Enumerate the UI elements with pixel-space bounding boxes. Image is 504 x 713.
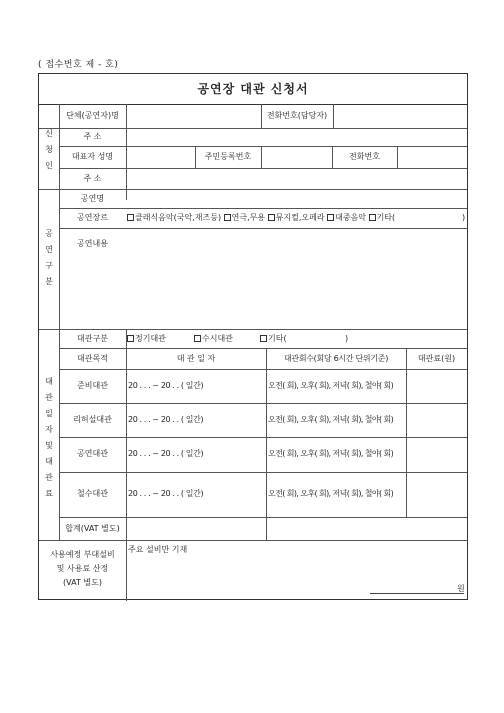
section-label-applicant: 신 청 인: [45, 129, 53, 170]
genre-label: 공연장르: [77, 213, 108, 222]
line: [266, 348, 267, 540]
phone-label: 전화번호: [349, 152, 380, 161]
line: [406, 348, 407, 517]
rental-row-label: 준비대관: [77, 381, 108, 390]
line: [126, 329, 127, 601]
line: [59, 146, 467, 147]
rental-type-option[interactable]: 수시대관: [194, 335, 233, 343]
rental-fee-header: 대관료(원): [417, 354, 456, 363]
section-label-rental: 대 관 일 자 및 대 관 료: [45, 377, 53, 498]
rental-date-header: 대 관 일 자: [176, 354, 216, 363]
rental-row-count[interactable]: 오전( 회), 오후( 회), 저녁( 회), 철야( 회): [268, 449, 394, 458]
line: [39, 329, 467, 330]
equipment-note: 주요 설비만 기재: [128, 545, 188, 554]
rental-type-option[interactable]: 정기대관: [127, 335, 166, 343]
rental-purpose-label: 대관목적: [77, 354, 108, 363]
line: [126, 104, 127, 200]
section-label-performance: 공 연 구 분: [45, 229, 53, 286]
performance-name-label: 공연명: [80, 194, 105, 203]
receipt-number: ( 접수번호 제 - 호): [38, 60, 119, 70]
genre-checkbox[interactable]: 뮤지컬,오페라: [268, 213, 325, 222]
line: [39, 189, 467, 190]
currency-unit: 원: [457, 584, 465, 593]
rental-row-count[interactable]: 오전( 회), 오후( 회), 저녁( 회), 철야( 회): [268, 381, 394, 390]
contact-phone-label: 전화번호(담당자): [266, 111, 328, 120]
rental-row-date[interactable]: 20 . . . ~ 20 . . ( 일간): [128, 381, 204, 390]
line: [59, 228, 467, 229]
address-label: 주 소: [83, 132, 102, 141]
rental-row-date[interactable]: 20 . . . ~ 20 . . ( 일간): [128, 489, 204, 498]
rental-type-close-paren: ): [345, 334, 349, 343]
rental-row-label: 철수대관: [77, 489, 108, 498]
line: [59, 104, 60, 540]
rental-row-label: 공연대관: [77, 449, 108, 458]
equipment-label: 및 사용료 산정: [56, 564, 109, 573]
line: [59, 517, 467, 518]
equipment-label: (VAT 별도): [63, 578, 102, 587]
line: [333, 104, 334, 128]
line: [39, 128, 467, 129]
genre-checkbox[interactable]: 기타(: [369, 213, 396, 222]
rental-application-form: [38, 73, 468, 600]
line: [39, 540, 467, 541]
rental-row-date[interactable]: 20 . . . ~ 20 . . ( 일간): [128, 415, 204, 424]
genre-checkbox[interactable]: 클래식음악(국악,재즈등): [127, 213, 221, 222]
form-title: 공연장 대관 신청서: [39, 74, 467, 105]
resident-no-label: 주민등록번호: [204, 152, 252, 161]
genre-close-paren: ): [462, 213, 466, 222]
genre-checkbox[interactable]: 대중음악: [327, 213, 366, 222]
line: [59, 168, 467, 169]
rental-type-label: 대관구분: [77, 334, 108, 343]
line: [261, 146, 262, 168]
org-name-label: 단체(공연자)명: [66, 111, 119, 120]
content-label: 공연내용: [77, 239, 108, 248]
rental-row-count[interactable]: 오전( 회), 오후( 회), 저녁( 회), 철야( 회): [268, 415, 394, 424]
equipment-label: 사용예정 부대설비: [50, 550, 115, 559]
rental-row-count[interactable]: 오전( 회), 오후( 회), 저녁( 회), 철야( 회): [268, 489, 394, 498]
line: [59, 208, 467, 209]
rental-count-header: 대관회수(회당 6시간 단위기준): [283, 354, 389, 363]
genre-checkbox[interactable]: 연극,무용: [224, 213, 265, 222]
total-label: 합계(VAT 별도): [65, 524, 120, 533]
genre-options: [127, 214, 395, 222]
rental-type-option[interactable]: 기타(: [260, 335, 287, 343]
line: [397, 146, 398, 168]
rental-row-label: 리허설대관: [73, 415, 112, 424]
address2-label: 주 소: [83, 174, 102, 183]
rep-name-label: 대표자 성명: [71, 152, 114, 161]
rental-row-date[interactable]: 20 . . . ~ 20 . . ( 일간): [128, 449, 204, 458]
amount-underline: [370, 593, 464, 594]
